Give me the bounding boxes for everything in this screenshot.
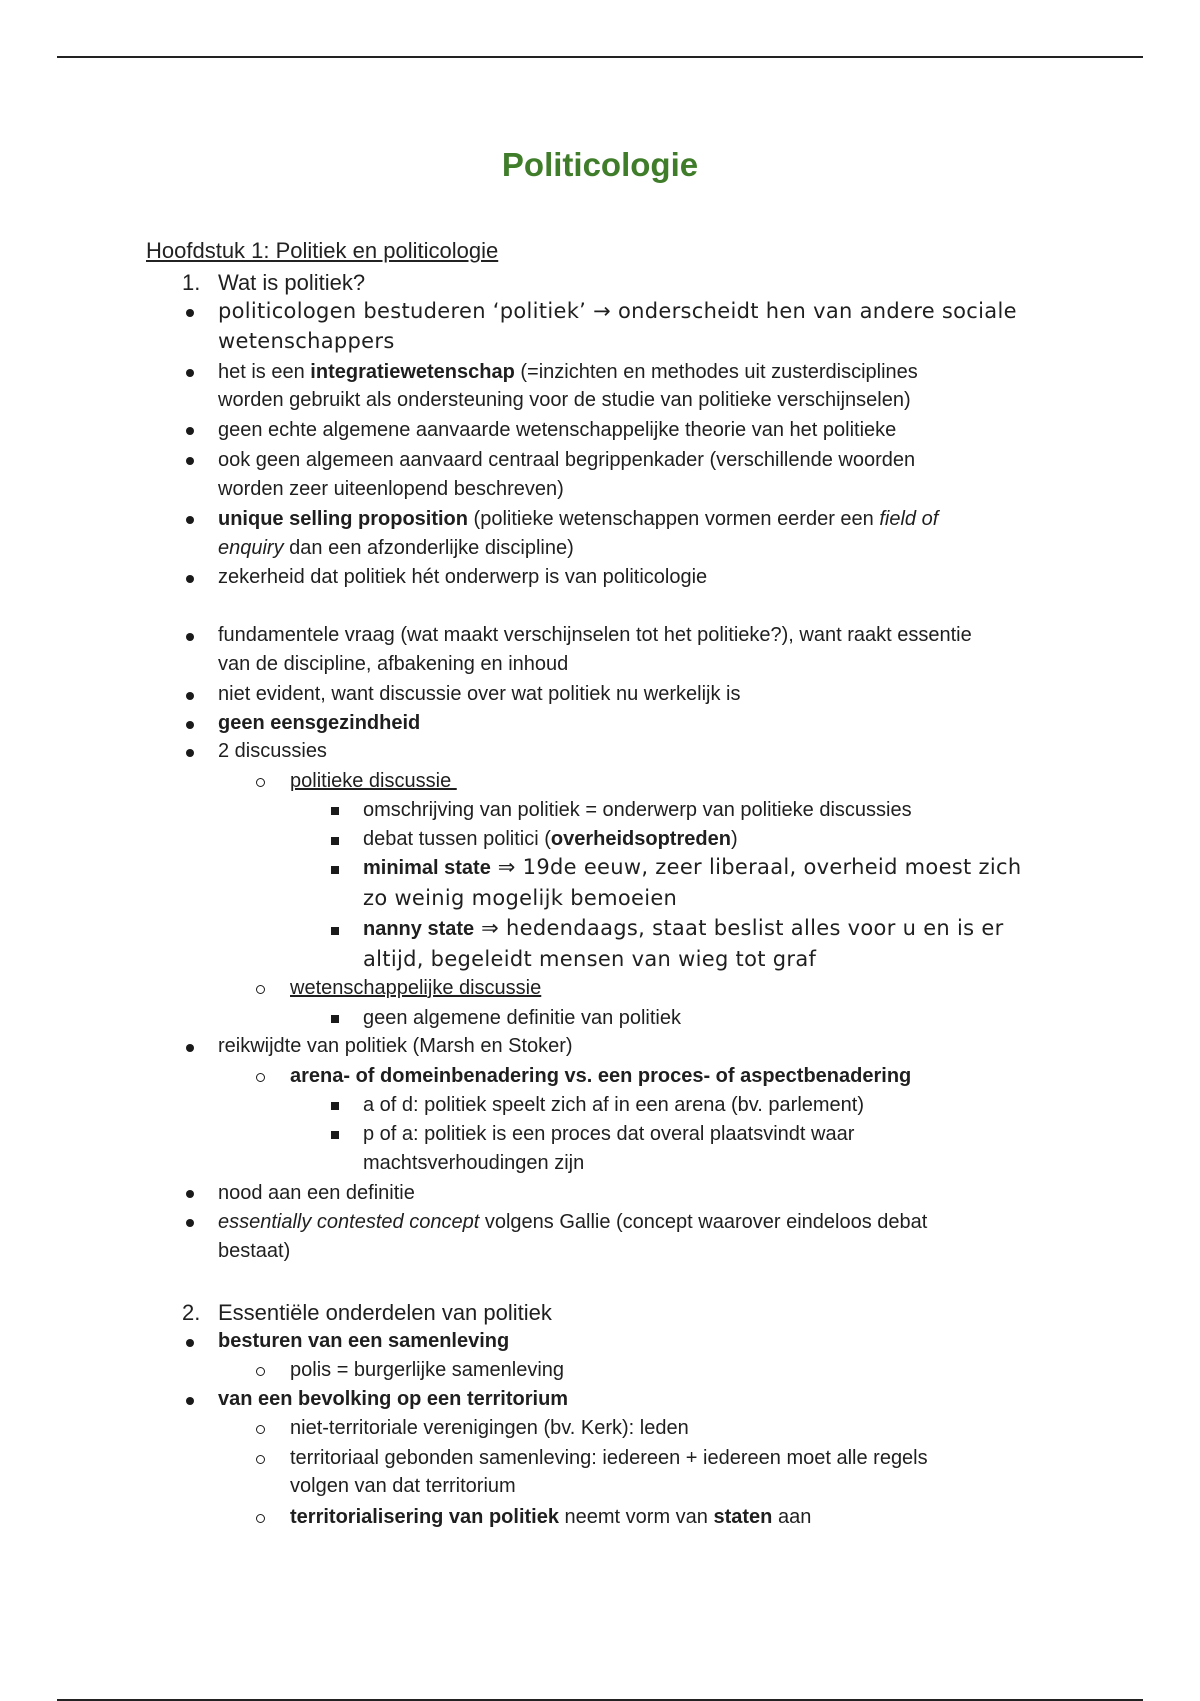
circle-bullet-icon xyxy=(256,778,265,787)
section-heading-1: Wat is politiek? xyxy=(218,270,366,295)
list-item-cont: wetenschappers xyxy=(218,329,395,353)
list-item: ook geen algemeen aanvaard centraal begrippenkader (verschillende woorden xyxy=(218,449,916,471)
list-item: besturen van een samenleving xyxy=(218,1330,510,1352)
list-item: het is een integratiewetenschap (=inzichten en methodes uit zusterdisciplines xyxy=(218,361,918,383)
sub-sub-list-item-cont: zo weinig mogelijk bemoeien xyxy=(363,886,678,910)
list-item-cont: bestaat) xyxy=(218,1240,291,1262)
sub-list-item: wetenschappelijke discussie xyxy=(290,977,542,999)
sub-list-item: politieke discussie xyxy=(290,770,457,792)
list-item: nood aan een definitie xyxy=(218,1182,415,1204)
list-item: politicologen bestuderen ‘politiek’ → onderscheidt hen van andere sociale xyxy=(218,299,1017,323)
circle-bullet-icon xyxy=(256,1367,265,1376)
circle-bullet-icon xyxy=(256,1425,265,1434)
list-item-cont: worden gebruikt als ondersteuning voor de studie van politieke verschijnselen) xyxy=(218,389,911,411)
sub-sub-list-item: nanny state ⇒ hedendaags, staat beslist alles voor u en is er xyxy=(363,916,1004,940)
bullet-icon xyxy=(186,749,194,757)
top-rule xyxy=(57,56,1143,58)
circle-bullet-icon xyxy=(256,1514,265,1523)
list-item-cont: enquiry dan een afzonderlijke discipline) xyxy=(218,537,574,559)
sub-sub-list-item: minimal state ⇒ 19de eeuw, zeer liberaal, overheid moest zich xyxy=(363,855,1022,879)
square-bullet-icon xyxy=(331,1015,339,1023)
bullet-icon xyxy=(186,575,194,583)
sub-sub-list-item-cont: altijd, begeleidt mensen van wieg tot graf xyxy=(363,947,817,971)
sub-sub-list-item: omschrijving van politiek = onderwerp van politieke discussies xyxy=(363,799,912,821)
list-item: geen echte algemene aanvaarde wetenschappelijke theorie van het politieke xyxy=(218,419,897,441)
sub-list-item: polis = burgerlijke samenleving xyxy=(290,1359,565,1381)
list-item: van een bevolking op een territorium xyxy=(218,1388,569,1410)
bullet-icon xyxy=(186,1044,194,1052)
square-bullet-icon xyxy=(331,927,339,935)
square-bullet-icon xyxy=(331,866,339,874)
sub-sub-list-item: debat tussen politici (overheidsoptreden) xyxy=(363,828,738,850)
sub-list-item: niet-territoriale verenigingen (bv. Kerk): leden xyxy=(290,1417,689,1439)
list-item: geen eensgezindheid xyxy=(218,712,421,734)
sub-sub-list-item-cont: machtsverhoudingen zijn xyxy=(363,1152,585,1174)
bullet-icon xyxy=(186,1219,194,1227)
bullet-icon xyxy=(186,692,194,700)
bullet-icon xyxy=(186,1339,194,1347)
sub-list-item: territoriaal gebonden samenleving: iedereen + iedereen moet alle regels xyxy=(290,1447,928,1469)
sub-sub-list-item: p of a: politiek is een proces dat overal plaatsvindt waar xyxy=(363,1123,855,1145)
section-number-1: 1. xyxy=(182,270,201,295)
bullet-icon xyxy=(186,1190,194,1198)
circle-bullet-icon xyxy=(256,1455,265,1464)
list-item-cont: worden zeer uiteenlopend beschreven) xyxy=(218,478,564,500)
bullet-icon xyxy=(186,516,194,524)
list-item: zekerheid dat politiek hét onderwerp is van politicologie xyxy=(218,566,708,588)
bullet-icon xyxy=(186,457,194,465)
chapter-heading: Hoofdstuk 1: Politiek en politicologie xyxy=(146,238,499,263)
bullet-icon xyxy=(186,309,194,317)
circle-bullet-icon xyxy=(256,1073,265,1082)
page-title: Politicologie xyxy=(501,146,699,183)
bullet-icon xyxy=(186,721,194,729)
bullet-icon xyxy=(186,633,194,641)
sub-list-item-cont: volgen van dat territorium xyxy=(290,1475,516,1497)
square-bullet-icon xyxy=(331,1131,339,1139)
bullet-icon xyxy=(186,427,194,435)
list-item: reikwijdte van politiek (Marsh en Stoker) xyxy=(218,1035,573,1057)
list-item: unique selling proposition (politieke wetenschappen vormen eerder een field of xyxy=(218,508,939,530)
list-item: 2 discussies xyxy=(218,740,327,762)
bullet-icon xyxy=(186,1397,194,1405)
sub-sub-list-item: geen algemene definitie van politiek xyxy=(363,1007,681,1029)
bullet-icon xyxy=(186,369,194,377)
sub-sub-list-item: a of d: politiek speelt zich af in een arena (bv. parlement) xyxy=(363,1094,865,1116)
square-bullet-icon xyxy=(331,807,339,815)
sub-list-item: territorialisering van politiek neemt vorm van staten aan xyxy=(290,1506,812,1528)
list-item-cont: van de discipline, afbakening en inhoud xyxy=(218,653,569,675)
square-bullet-icon xyxy=(331,1102,339,1110)
list-item: fundamentele vraag (wat maakt verschijnselen tot het politieke?), want raakt essentie xyxy=(218,624,972,646)
sub-list-item: arena- of domeinbenadering vs. een proces- of aspectbenadering xyxy=(290,1065,912,1087)
section-number-2: 2. xyxy=(182,1300,201,1325)
list-item: essentially contested concept volgens Gallie (concept waarover eindeloos debat xyxy=(218,1211,928,1233)
section-heading-2: Essentiële onderdelen van politiek xyxy=(218,1300,552,1325)
list-item: niet evident, want discussie over wat politiek nu werkelijk is xyxy=(218,683,741,705)
square-bullet-icon xyxy=(331,837,339,845)
circle-bullet-icon xyxy=(256,985,265,994)
